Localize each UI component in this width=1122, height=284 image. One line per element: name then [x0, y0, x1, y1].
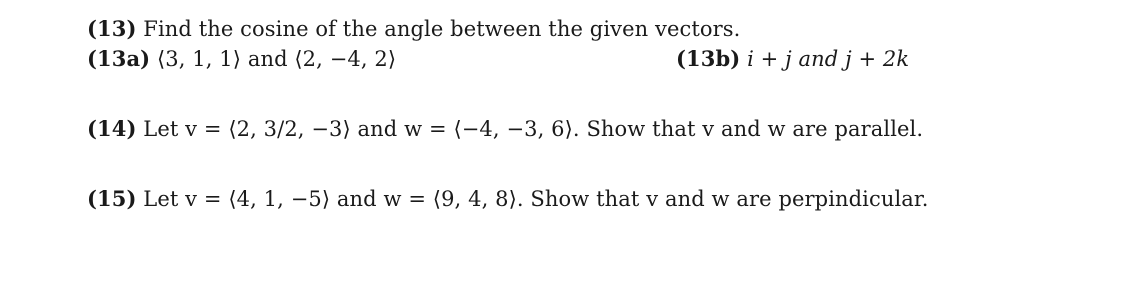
problem-13a — [87, 48, 396, 70]
problem-number: (13) — [87, 16, 137, 41]
problem-15 — [87, 188, 929, 210]
problem-math-text: i + j and j + 2k — [747, 47, 910, 71]
problem-number: (14) — [87, 116, 137, 141]
problem-13b — [676, 48, 909, 70]
problem-number: (15) — [87, 186, 137, 211]
problem-13 — [87, 18, 740, 40]
problem-math: ⟨3, 1, 1⟩ and ⟨2, −4, 2⟩ — [156, 47, 397, 71]
problem-14 — [87, 118, 923, 140]
problem-number: (13a) — [87, 46, 151, 71]
problem-math — [747, 47, 909, 71]
problem-text: Let v = ⟨2, 3/2, −3⟩ and w = ⟨−4, −3, 6⟩. Show that v and w are parallel. — [143, 117, 924, 141]
problem-text: Let v = ⟨4, 1, −5⟩ and w = ⟨9, 4, 8⟩. Show that v and w are perpindicular. — [143, 187, 929, 211]
problem-number: (13b) — [676, 46, 741, 71]
problem-text: Find the cosine of the angle between the given vectors. — [143, 17, 741, 41]
